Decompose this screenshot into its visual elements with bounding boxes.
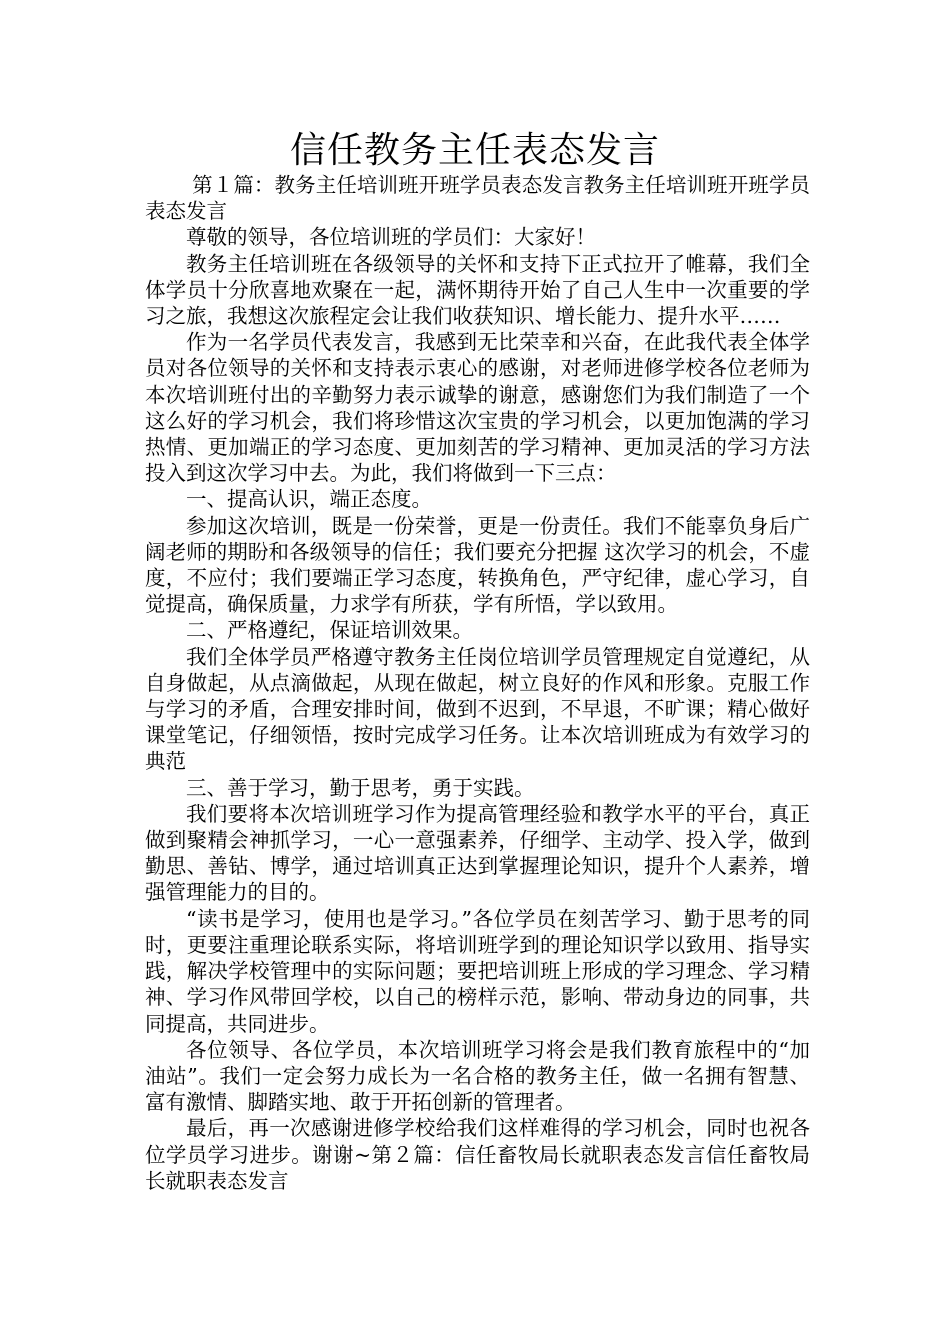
paragraph-point-3-body: 我们要将本次培训班学习作为提高管理经验和教学水平的平台，真正做到聚精会神抓学习，一心一意强素养，仔细学、主动学、投入学，做到勤思、善钻、博学，通过培训真正达到掌握理论知识，提升个人素养，增强管理能力的目的。 — [145, 801, 810, 905]
paragraph-section-1-heading: 第１篇：教务主任培训班开班学员表态发言教务主任培训班开班学员表态发言 — [145, 173, 810, 224]
paragraph-intro: 教务主任培训班在各级领导的关怀和支持下正式拉开了帷幕，我们全体学员十分欣喜地欢聚在一起，满怀期待开始了自己人生中一次重要的学习之旅，我想这次旅程定会让我们收获知识、增长能力、提升水平…… — [145, 251, 810, 329]
document-body — [145, 172, 810, 1194]
paragraph-closing: 最后，再一次感谢进修学校给我们这样难得的学习机会，同时也祝各位学员学习进步。谢谢~第２篇：信任畜牧局长就职表态发言信任畜牧局长就职表态发言 — [145, 1116, 810, 1193]
document-title: 信任教务主任表态发言 — [289, 130, 660, 171]
paragraph-point-1-body: 参加这次培训，既是一份荣誉，更是一份责任。我们不能辜负身后广阔老师的期盼和各级领导的信任；我们要充分把握 这次学习的机会，不虚度，不应付；我们要端正学习态度，转换角色，严守纪律，虚心学习，自觉提高，确保质量，力求学有所获，学有所悟，学以致用。 — [145, 513, 810, 617]
paragraph-point-2-heading: 二、严格遵纪，保证培训效果。 — [186, 618, 473, 643]
paragraph-point-2-body: 我们全体学员严格遵守教务主任岗位培训学员管理规定自觉遵纪，从自身做起，从点滴做起，从现在做起，树立良好的作风和形象。克服工作与学习的矛盾，合理安排时间，做到不迟到，不早退，不旷课；精心做好课堂笔记，仔细领悟，按时完成学习任务。让本次培训班成为有效学习的典范 — [145, 644, 810, 774]
paragraph-quote: “读书是学习，使用也是学习。”各位学员在刻苦学习、勤于思考的同时，更要注重理论联系实际，将培训班学到的理论知识学以致用、指导实践，解决学校管理中的实际问题；要把培训班上形成的学习理念、学习精神、学习作风带回学校，以自己的榜样示范，影响、带动身边的同事，共同提高，共同进步。 — [145, 906, 810, 1036]
paragraph-pledge: 各位领导、各位学员，本次培训班学习将会是我们教育旅程中的“加油站”。我们一定会努力成长为一名合格的教务主任，做一名拥有智慧、富有激情、脚踏实地、敢于开拓创新的管理者。 — [145, 1037, 810, 1115]
paragraph-point-3-heading: 三、善于学习，勤于思考，勇于实践。 — [186, 775, 535, 800]
paragraph-thanks: 作为一名学员代表发言，我感到无比荣幸和兴奋，在此我代表全体学员对各位领导的关怀和支持表示衷心的感谢，对老师进修学校各位老师为本次培训班付出的辛勤努力表示诚挚的谢意，感谢您们为我们制造了一个这么好的学习机会，我们将珍惜这次宝贵的学习机会，以更加饱满的学习热情、更加端正的学习态度、更加刻苦的学习精神、更加灵活的学习方法投入到这次学习中去。为此，我们将做到一下三点： — [145, 330, 810, 486]
paragraph-point-1-heading: 一、提高认识，端正态度。 — [186, 487, 432, 512]
paragraph-greeting: 尊敬的领导，各位培训班的学员们：大家好！ — [186, 225, 596, 250]
